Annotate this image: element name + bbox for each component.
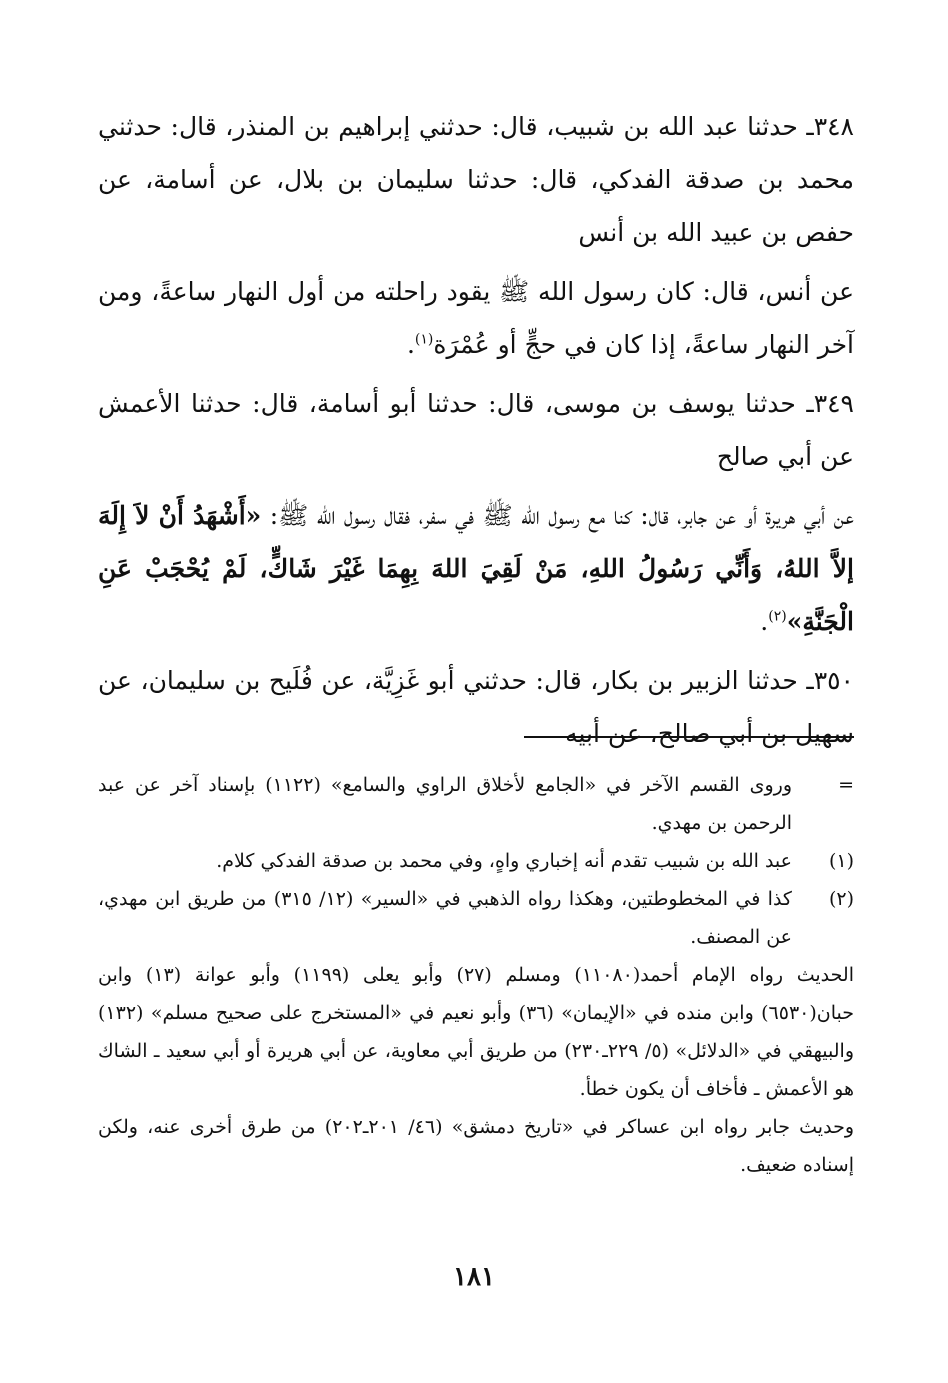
hadith-348-text bbox=[98, 265, 854, 371]
footnotes bbox=[98, 766, 854, 1184]
hadith-349-lead: عن أبي هريرة أو عن جابر، قال: كنا مع رسول الله ﷺ في سفر، فقال رسول الله ﷺ: bbox=[261, 501, 854, 530]
hadith-349-text bbox=[98, 489, 854, 648]
continuation-mark: = bbox=[838, 774, 854, 796]
hadith-350-chain: ٣٥٠ـ حدثنا الزبير بن بكار، قال: حدثني أبو غَزِيَّة، عن فُلَيح بن سليمان، عن سهيل بن أبي صالح، عن أبيه bbox=[98, 666, 854, 748]
footnote-1 bbox=[98, 842, 854, 880]
footnote-2-number: (٢) bbox=[828, 888, 854, 910]
sentence-end: . bbox=[406, 330, 415, 359]
footnote-2 bbox=[98, 880, 854, 956]
footnote-1-number: (١) bbox=[828, 850, 854, 872]
prophetic-quote: «أَشْهَدُ أَنْ لاَ إِلَهَ إلاَّ اللهُ، وَأَنِّي رَسُولُ اللهِ، مَنْ لَقِيَ اللهَ بِهِمَا غَيْرَ شَاكٍّ، لَمْ يُحْجَبْ عَنِ الْجَنَّةِ» bbox=[98, 501, 854, 636]
footnote-separator bbox=[524, 736, 854, 738]
footnote-2-text: كذا في المخطوطتين، وهكذا رواه الذهبي في «السير» (١٢/ ٣١٥) من طريق ابن مهدي، عن المصنف. bbox=[98, 888, 792, 948]
footnote-1-text: عبد الله بن شبيب تقدم أنه إخباري واهٍ، وفي محمد بن صدقة الفدكي كلام. bbox=[216, 850, 792, 872]
sentence-end: . bbox=[760, 607, 769, 636]
footnote-2-paragraph-2: الحديث رواه الإمام أحمد(١١٠٨٠) ومسلم (٢٧) وأبو يعلى (١١٩٩) وأبو عوانة (١٣) وابن حبان(٦٥٣٠) وابن منده في «الإيمان» (٣٦) وأبو نعيم في «المستخرج على صحيح مسلم» (١٣٢) والبيهقي في «الدلائل» (٥/ ٢٢٩ـ٢٣٠) من طريق أبي معاوية، عن أبي هريرة أو أبي سعيد ـ الشاك هو الأعمش ـ فأخاف أن يكون خطأ. bbox=[98, 964, 854, 1100]
hadith-349-chain: ٣٤٩ـ حدثنا يوسف بن موسى، قال: حدثنا أبو أسامة، قال: حدثنا الأعمش عن أبي صالح bbox=[98, 389, 854, 471]
footnote-ref-2[interactable]: (٢) bbox=[768, 608, 787, 625]
hadith-348-chain: ٣٤٨ـ حدثنا عبد الله بن شبيب، قال: حدثني إبراهيم بن المنذر، قال: حدثني محمد بن صدقة الفدكي، قال: حدثنا سليمان بن بلال، عن أسامة، عن حفص بن عبيد الله بن أنس bbox=[98, 112, 854, 247]
footnote-continuation bbox=[98, 766, 854, 842]
footnote-2-paragraph-3: وحديث جابر رواه ابن عساكر في «تاريخ دمشق» (٤٦/ ٢٠١ـ٢٠٢) من طرق أخرى عنه، ولكن إسناده ضعيف. bbox=[98, 1116, 854, 1176]
main-text bbox=[98, 100, 854, 760]
page-number: ١٨١ bbox=[453, 1262, 495, 1292]
continuation-text: وروى القسم الآخر في «الجامع لأخلاق الراوي والسامع» (١١٢٢) بإسناد آخر عن عبد الرحمن بن مهدي. bbox=[98, 774, 793, 834]
footnote-ref-1[interactable]: (١) bbox=[414, 331, 434, 348]
hadith-348-body: عن أنس، قال: كان رسول الله ﷺ يقود راحلته من أول النهار ساعةً، ومن آخر النهار ساعةً، إذا كان في حجٍّ أو عُمْرَة bbox=[98, 277, 854, 359]
